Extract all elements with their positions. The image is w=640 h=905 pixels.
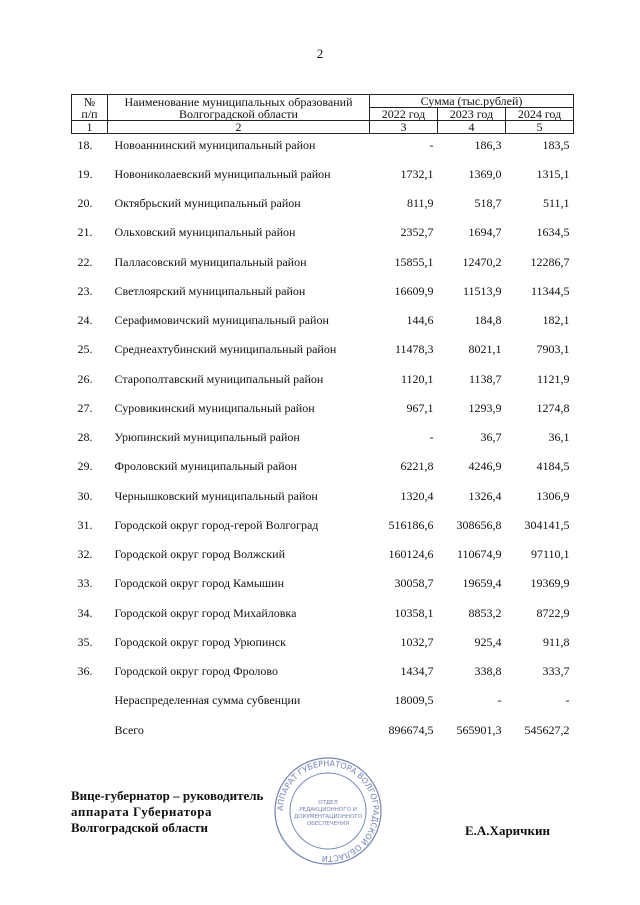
header-colnum-2: 2 [108,121,370,134]
table-row [72,134,574,163]
header-year-2023: 2023 год [438,108,506,121]
header-colnum-3: 3 [370,121,438,134]
row-name: Старополтавский муниципальный район [114,371,324,386]
table-row [72,397,574,426]
row-value-2023: 565901,3 [456,722,502,737]
row-value-2024: 182,1 [542,313,570,327]
row-value-2023: 11513,9 [462,283,502,298]
row-value-2022: 896674,5 [388,722,434,737]
row-name: Фроловский муниципальный район [114,459,298,474]
row-number [72,719,108,748]
table-row [72,163,574,192]
row-number: 31. [77,517,93,532]
row-value-2023: 1293,9 [468,400,502,415]
row-number: 30. [77,488,93,503]
row-number: 21. [77,225,93,240]
table-header [72,95,574,134]
row-name: Суровикинский муниципальный район [114,400,315,415]
table-row [72,719,574,748]
row-value-2022: 516186,6 [388,517,434,532]
row-value-2024: 545627,2 [524,722,570,737]
row-value-2023: 518,7 [474,196,502,210]
row-value-2023: 110674,9 [456,547,502,561]
row-value-2023: 184,8 [474,313,502,327]
subvention-table-wrapper [71,94,573,748]
signature-line-3: Волгоградской области [71,820,209,835]
row-name: Урюпинский муниципальный район [114,430,300,444]
row-name: Всего [114,722,144,737]
row-number: 34. [77,605,93,620]
row-number: 32. [77,547,93,561]
row-number: 22. [77,254,93,269]
row-value-2023: 8853,2 [468,605,502,620]
row-number: 27. [77,400,93,415]
row-value-2023: 925,4 [474,634,502,649]
row-value-2022: 967,1 [406,400,434,415]
row-value-2022: 1120,1 [400,371,434,386]
table-row [72,309,574,338]
row-value-2024: 8722,9 [536,605,570,620]
row-number: 23. [77,283,93,298]
subvention-table [71,94,574,748]
row-name: Октябрьский муниципальный район [114,196,301,210]
table-body [72,134,574,748]
table-row [72,660,574,689]
header-colnum-5: 5 [506,121,574,134]
table-row [72,602,574,631]
row-name: Городской округ город Урюпинск [114,634,286,649]
header-num: № п/п [72,95,108,121]
row-value-2024: 1121,9 [536,371,570,386]
row-value-2022: 811,9 [406,196,434,210]
row-name: Городской округ город Фролово [114,664,278,678]
row-number: 29. [77,459,93,474]
header-year-2022: 2022 год [370,108,438,121]
row-value-2023: 1694,7 [468,225,502,240]
row-value-2022: 1434,7 [400,664,434,678]
row-value-2022: 10358,1 [394,605,434,620]
row-value-2024: 511,1 [542,196,570,210]
official-stamp [268,756,388,866]
row-name: Новониколаевский муниципальный район [114,166,331,181]
row-value-2024: 1274,8 [536,400,570,415]
row-number: 36. [77,664,93,678]
row-value-2022: 144,6 [406,313,434,327]
row-value-2023: 1138,7 [468,371,502,386]
row-name: Нераспределенная сумма субвенции [114,693,301,708]
table-row [72,455,574,484]
row-value-2022: 1320,4 [400,488,434,503]
row-name: Палласовский муниципальный район [114,254,307,269]
table-row [72,631,574,660]
signature-line-1: Вице-губернатор – руководитель [71,788,264,803]
table-row [72,572,574,601]
table-row [72,280,574,309]
row-value-2024: 12286,7 [530,254,570,269]
row-value-2022: 160124,6 [388,547,434,561]
row-value-2022: 1032,7 [400,634,434,649]
row-value-2023: 36,7 [480,430,502,444]
row-value-2022: 15855,1 [394,254,434,269]
row-value-2024: 11344,5 [530,283,570,298]
row-value-2023: 186,3 [474,138,502,152]
row-value-2022: 2352,7 [400,225,434,240]
row-value-2024: 304141,5 [524,517,570,532]
row-number: 19. [77,166,93,181]
row-number: 18. [77,138,93,152]
row-value-2022: - [429,138,434,152]
row-name: Новоаннинский муниципальный район [114,138,316,152]
row-name: Городской округ город Михайловка [114,605,297,620]
header-year-2024: 2024 год [506,108,574,121]
header-sum: Сумма (тыс.рублей) [370,95,574,108]
row-value-2023: 1326,4 [468,488,502,503]
row-value-2022: 1732,1 [400,166,434,181]
row-name: Светлоярский муниципальный район [114,283,306,298]
table-row [72,485,574,514]
row-value-2024: - [565,693,570,708]
row-value-2022: 6221,8 [400,459,434,474]
row-value-2024: 911,8 [542,634,570,649]
row-number: 26. [77,371,93,386]
row-value-2023: 1369,0 [468,166,502,181]
row-value-2024: 183,5 [542,138,570,152]
row-name: Ольховский муниципальный район [114,225,296,240]
row-value-2023: 12470,2 [462,254,502,269]
row-value-2023: 308656,8 [456,517,502,532]
row-value-2023: - [497,693,502,708]
stamp-inner-text: ОТДЕЛ РЕДАКЦИОННОГО И ДОКУМЕНТАЦИОННОГО ОБЕСПЕЧЕНИЯ [293,800,363,827]
row-value-2024: 97110,1 [530,547,570,561]
row-number: 25. [77,342,93,357]
row-name: Городской округ город-герой Волгоград [114,517,319,532]
row-name: Серафимовичский муниципальный район [114,313,329,327]
row-number: 28. [77,430,93,444]
row-value-2023: 338,8 [474,664,502,678]
row-value-2024: 36,1 [548,430,570,444]
signature-block [71,788,263,836]
row-value-2022: 11478,3 [394,342,434,357]
header-name: Наименование муниципальных образований Волгоградской области [108,95,370,121]
table-row [72,689,574,718]
header-colnum-1: 1 [72,121,108,134]
page-number: 2 [316,46,324,61]
table-row [72,338,574,367]
table-row [72,426,574,455]
row-number: 24. [77,313,93,327]
row-value-2023: 4246,9 [468,459,502,474]
row-value-2023: 19659,4 [462,576,502,591]
row-value-2024: 1306,9 [536,488,570,503]
stamp-outer-text: АППАРАТ ГУБЕРНАТОРА ВОЛГОГРАДСКОЙ ОБЛАСТИ [275,758,381,864]
row-name: Среднеахтубинский муниципальный район [114,342,337,357]
signatory-name: Е.А.Харичкин [465,823,550,838]
row-value-2024: 333,7 [542,664,570,678]
row-value-2022: 18009,5 [394,693,434,708]
table-row [72,514,574,543]
row-value-2022: - [429,430,434,444]
row-value-2022: 30058,7 [394,576,434,591]
table-row [72,543,574,572]
row-value-2024: 7903,1 [536,342,570,357]
row-name: Городской округ город Волжский [114,547,285,561]
row-value-2024: 1315,1 [536,166,570,181]
header-colnum-4: 4 [438,121,506,134]
row-number: 33. [77,576,93,591]
row-value-2024: 19369,9 [530,576,570,591]
row-value-2022: 16609,9 [394,283,434,298]
signature-line-2: аппарата Губернатора [71,804,213,819]
row-number: 35. [77,634,93,649]
table-row [72,221,574,250]
row-number: 20. [77,196,93,210]
row-value-2023: 8021,1 [468,342,502,357]
table-row [72,192,574,221]
table-row [72,251,574,280]
row-name: Городской округ город Камышин [114,576,284,591]
row-name: Чернышковский муниципальный район [114,488,318,503]
row-value-2024: 4184,5 [536,459,570,474]
row-number [72,689,108,718]
table-row [72,368,574,397]
row-value-2024: 1634,5 [536,225,570,240]
